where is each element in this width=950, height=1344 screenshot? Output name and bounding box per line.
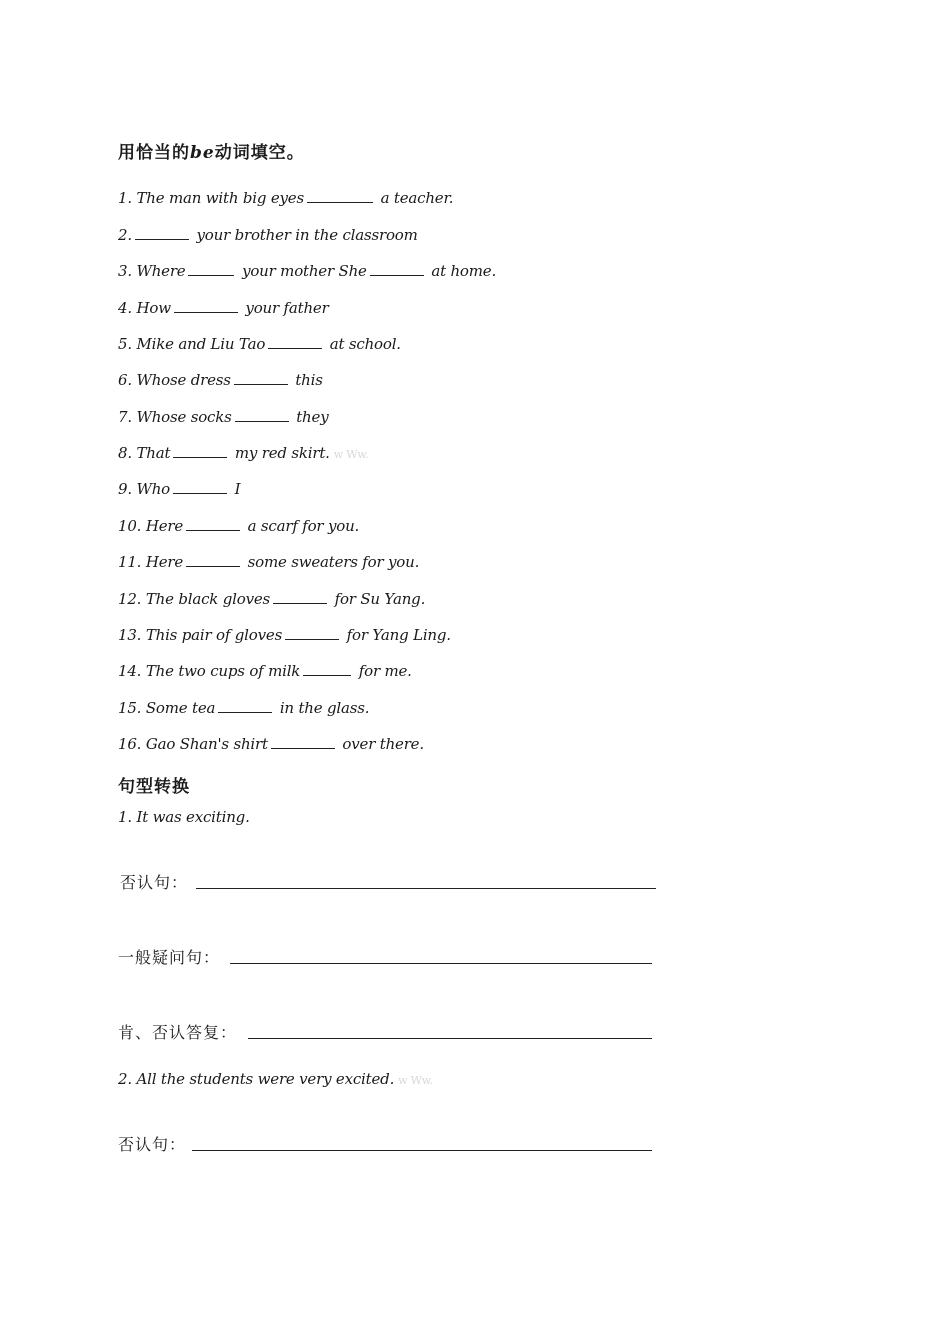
section2-heading: 句型转换 [118, 777, 190, 797]
section1-heading [118, 138, 305, 163]
heading-pre: 用恰当的 [118, 143, 190, 163]
fill-blank[interactable] [186, 552, 240, 567]
fill-blank[interactable] [273, 589, 327, 604]
question-2: 2. your brother in the classroom [118, 226, 418, 244]
question-7: 7. Whose socks they [118, 408, 329, 426]
negative-sentence-label: 否认句： [120, 873, 189, 892]
fill-blank[interactable] [135, 225, 189, 240]
watermark-text: w Ww. [398, 1074, 433, 1087]
fill-blank[interactable] [218, 698, 272, 713]
fill-blank[interactable] [186, 516, 240, 531]
fill-blank[interactable] [234, 370, 288, 385]
fill-blank[interactable] [303, 661, 351, 676]
negative-sentence-label-2: 否认句： [118, 1135, 187, 1154]
fill-blank[interactable] [188, 261, 234, 276]
heading-post: 动词填空。 [214, 143, 305, 163]
fill-blank[interactable] [173, 479, 227, 494]
heading-be: be [190, 143, 215, 163]
question-4: 4. How your father [118, 299, 329, 317]
general-question-answer-line[interactable] [230, 962, 652, 964]
general-question-label: 一般疑问句： [118, 948, 221, 967]
fill-blank[interactable] [370, 261, 424, 276]
question-16: 16. Gao Shan's shirt over there. [118, 735, 424, 753]
yes-no-answer-label: 肯、否认答复： [118, 1023, 238, 1042]
fill-blank[interactable] [285, 625, 339, 640]
yes-no-answer-line[interactable] [248, 1037, 652, 1039]
question-3: 3. Where your mother She at home. [118, 262, 497, 280]
question-9: 9. Who I [118, 480, 241, 498]
question-13: 13. This pair of gloves for Yang Ling. [118, 626, 451, 644]
question-6: 6. Whose dress this [118, 371, 323, 389]
fill-blank[interactable] [173, 443, 227, 458]
negative-sentence-answer-line[interactable] [196, 887, 656, 889]
negative-sentence-answer-line-2[interactable] [192, 1149, 652, 1151]
fill-blank[interactable] [271, 734, 335, 749]
question-11: 11. Here some sweaters for you. [118, 553, 420, 571]
fill-blank[interactable] [268, 334, 322, 349]
fill-blank[interactable] [174, 298, 238, 313]
question-12: 12. The black gloves for Su Yang. [118, 590, 426, 608]
question-8: 8. That my red skirt. w Ww. [118, 444, 369, 462]
question-10: 10. Here a scarf for you. [118, 517, 360, 535]
fill-blank[interactable] [307, 188, 373, 203]
transform-item-1: 1. It was exciting. [118, 808, 250, 826]
question-15: 15. Some tea in the glass. [118, 699, 370, 717]
question-1: 1. The man with big eyes a teacher. [118, 189, 454, 207]
fill-blank[interactable] [235, 407, 289, 422]
watermark-text: w Ww. [333, 448, 369, 461]
transform-item-2: 2. All the students were very excited. w Ww. [118, 1070, 433, 1088]
question-5: 5. Mike and Liu Tao at school. [118, 335, 401, 353]
question-14: 14. The two cups of milk for me. [118, 662, 412, 680]
